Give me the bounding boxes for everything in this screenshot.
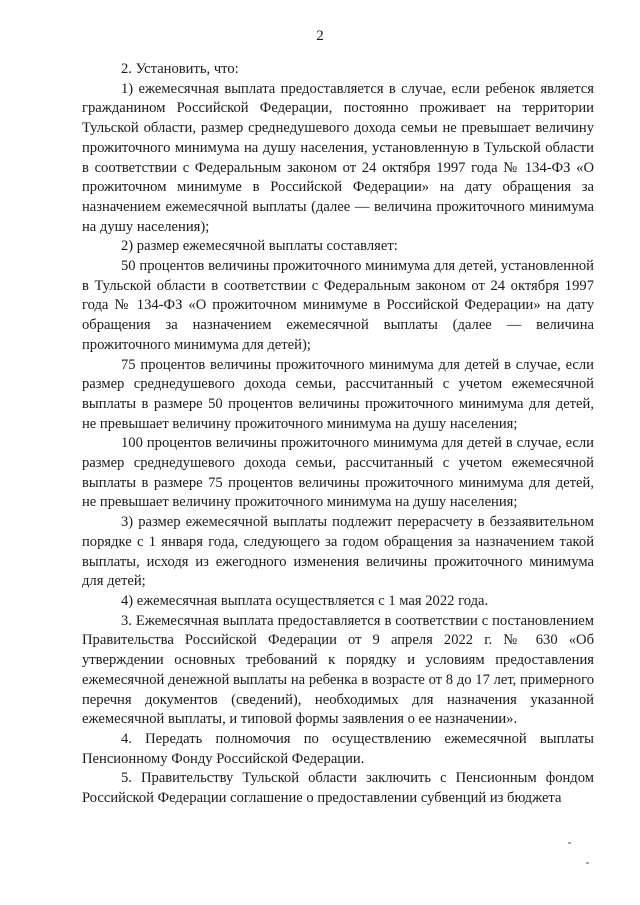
- document-body: [82, 60, 594, 809]
- scan-speck: [568, 842, 571, 844]
- paragraph-4: 4. Передать полномочия по осуществлению ежемесячной выплаты Пенсионному Фонду Российской Федерации.: [82, 730, 594, 767]
- page-number: 2: [316, 28, 324, 44]
- paragraph-2-2-50-percent: 50 процентов величины прожиточного минимума для детей, установленной в Тульской области в соответствии с Федеральным законом от 24 октября 1997 года № 134-ФЗ «О прожиточном минимуме в Российской Федерации» на дату обращения за назначением ежемесячной выплаты (далее — величина прожиточного минимума для детей);: [82, 258, 594, 353]
- paragraph-5: 5. Правительству Тульской области заключить с Пенсионным фондом Российской Федерации соглашение о предоставлении субвенций из бюджета: [82, 770, 594, 807]
- paragraph-2-2-100-percent: 100 процентов величины прожиточного минимума для детей в случае, если размер среднедушевого дохода семьи, рассчитанный с учетом ежемесячной выплаты в размере 75 процентов величины прожиточного минимума для детей, не превышает величину прожиточного минимума на душу населения;: [82, 435, 594, 511]
- paragraph-2-4: 4) ежемесячная выплата осуществляется с 1 мая 2022 года.: [121, 592, 489, 609]
- paragraph-3: 3. Ежемесячная выплата предоставляется в соответствии с постановлением Правительства Российской Федерации от 9 апреля 2022 г. № 630 «Об утверждении основных требований к порядку и условиям предоставления ежемесячной денежной выплаты на ребенка в возрасте от 8 до 17 лет, примерного перечня документов (сведений), необходимых для назначения указанной ежемесячной выплаты, и типовой формы заявления о ее назначении».: [82, 612, 594, 728]
- paragraph-2-2-75-percent: 75 процентов величины прожиточного минимума для детей в случае, если размер среднедушевого дохода семьи, рассчитанный с учетом ежемесячной выплаты в размере 50 процентов величины прожиточного минимума для детей, не превышает величину прожиточного минимума на душу населения;: [82, 356, 594, 432]
- paragraph-2-3: 3) размер ежемесячной выплаты подлежит перерасчету в беззаявительном порядке с 1 января года, следующего за годом обращения за назначением такой выплаты, исходя из ежегодного изменения величины прожиточного минимума для детей;: [82, 514, 594, 590]
- paragraph-2-intro: 2. Установить, что:: [121, 61, 239, 77]
- paragraph-2-1: 1) ежемесячная выплата предоставляется в случае, если ребенок является гражданином Российской Федерации, постоянно проживает на территории Тульской области, размер среднедушевого дохода семьи не превышает величину прожиточного минимума на душу населения, установленную в Тульской области в соответствии с Федеральным законом от 24 октября 1997 года № 134-ФЗ «О прожиточном минимуме в Российской Федерации» на дату обращения за назначением ежемесячной выплаты (далее — величина прожиточного минимума на душу населения);: [82, 80, 594, 235]
- paragraph-2-2: 2) размер ежемесячной выплаты составляет:: [121, 238, 398, 255]
- scan-speck: [586, 862, 589, 864]
